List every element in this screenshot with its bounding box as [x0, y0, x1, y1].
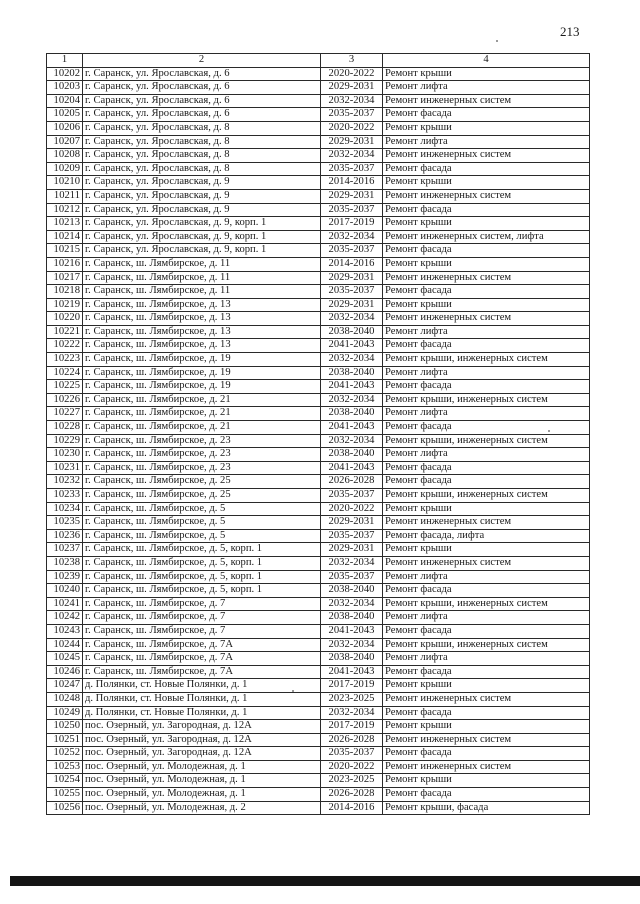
cell-work-type: Ремонт лифта — [383, 325, 590, 339]
cell-work-type: Ремонт крыши, инженерных систем — [383, 489, 590, 503]
cell-number: 10236 — [47, 529, 83, 543]
cell-work-type: Ремонт фасада — [383, 203, 590, 217]
cell-address: г. Саранск, ш. Лямбирское, д. 5, корп. 1 — [83, 556, 321, 570]
cell-number: 10240 — [47, 584, 83, 598]
cell-work-type: Ремонт фасада — [383, 380, 590, 394]
cell-work-type: Ремонт лифта — [383, 135, 590, 149]
cell-number: 10214 — [47, 230, 83, 244]
cell-address: г. Саранск, ш. Лямбирское, д. 23 — [83, 434, 321, 448]
table-row — [47, 652, 590, 666]
cell-period: 2038-2040 — [321, 325, 383, 339]
cell-work-type: Ремонт инженерных систем — [383, 733, 590, 747]
cell-period: 2032-2034 — [321, 638, 383, 652]
cell-number: 10252 — [47, 747, 83, 761]
table-row — [47, 108, 590, 122]
cell-period: 2041-2043 — [321, 624, 383, 638]
cell-address: г. Саранск, ш. Лямбирское, д. 5 — [83, 502, 321, 516]
cell-work-type: Ремонт крыши — [383, 217, 590, 231]
table-row — [47, 516, 590, 530]
table-row — [47, 461, 590, 475]
cell-number: 10247 — [47, 679, 83, 693]
cell-period: 2026-2028 — [321, 475, 383, 489]
cell-period: 2014-2016 — [321, 176, 383, 190]
cell-address: г. Саранск, ш. Лямбирское, д. 13 — [83, 312, 321, 326]
cell-number: 10246 — [47, 665, 83, 679]
cell-address: г. Саранск, ш. Лямбирское, д. 25 — [83, 489, 321, 503]
cell-number: 10204 — [47, 94, 83, 108]
cell-work-type: Ремонт лифта — [383, 81, 590, 95]
cell-address: пос. Озерный, ул. Молодежная, д. 2 — [83, 801, 321, 815]
cell-period: 2041-2043 — [321, 461, 383, 475]
table-row — [47, 135, 590, 149]
cell-period: 2041-2043 — [321, 339, 383, 353]
cell-number: 10226 — [47, 393, 83, 407]
table-row — [47, 475, 590, 489]
cell-address: г. Саранск, ш. Лямбирское, д. 13 — [83, 339, 321, 353]
cell-number: 10208 — [47, 149, 83, 163]
cell-address: г. Саранск, ш. Лямбирское, д. 5, корп. 1 — [83, 570, 321, 584]
table-row — [47, 624, 590, 638]
table-row — [47, 570, 590, 584]
cell-work-type: Ремонт инженерных систем — [383, 556, 590, 570]
cell-period: 2035-2037 — [321, 285, 383, 299]
cell-period: 2035-2037 — [321, 108, 383, 122]
cell-work-type: Ремонт лифта — [383, 652, 590, 666]
table-row — [47, 421, 590, 435]
page-number: 213 — [560, 24, 580, 39]
table-row — [47, 747, 590, 761]
cell-number: 10232 — [47, 475, 83, 489]
cell-period: 2038-2040 — [321, 611, 383, 625]
cell-work-type: Ремонт фасада — [383, 244, 590, 258]
cell-address: г. Саранск, ш. Лямбирское, д. 19 — [83, 353, 321, 367]
cell-period: 2032-2034 — [321, 706, 383, 720]
table-row — [47, 257, 590, 271]
cell-period: 2032-2034 — [321, 149, 383, 163]
cell-address: г. Саранск, ш. Лямбирское, д. 13 — [83, 325, 321, 339]
table-row — [47, 312, 590, 326]
cell-period: 2035-2037 — [321, 244, 383, 258]
cell-work-type: Ремонт инженерных систем — [383, 516, 590, 530]
cell-number: 10222 — [47, 339, 83, 353]
cell-address: г. Саранск, ул. Ярославская, д. 6 — [83, 108, 321, 122]
cell-period: 2026-2028 — [321, 733, 383, 747]
column-header-address: 2 — [83, 54, 321, 68]
cell-work-type: Ремонт крыши — [383, 121, 590, 135]
cell-period: 2032-2034 — [321, 556, 383, 570]
cell-address: г. Саранск, ш. Лямбирское, д. 19 — [83, 380, 321, 394]
cell-number: 10223 — [47, 353, 83, 367]
table-row — [47, 380, 590, 394]
cell-work-type: Ремонт фасада — [383, 108, 590, 122]
table-row — [47, 760, 590, 774]
table-row — [47, 665, 590, 679]
cell-address: пос. Озерный, ул. Молодежная, д. 1 — [83, 788, 321, 802]
cell-number: 10256 — [47, 801, 83, 815]
table-row — [47, 298, 590, 312]
cell-period: 2029-2031 — [321, 298, 383, 312]
cell-period: 2014-2016 — [321, 257, 383, 271]
cell-number: 10238 — [47, 556, 83, 570]
cell-period: 2032-2034 — [321, 312, 383, 326]
column-header-work-type: 4 — [383, 54, 590, 68]
cell-work-type: Ремонт крыши, инженерных систем — [383, 638, 590, 652]
table-row — [47, 176, 590, 190]
cell-number: 10225 — [47, 380, 83, 394]
cell-address: г. Саранск, ул. Ярославская, д. 9, корп. 1 — [83, 217, 321, 231]
cell-period: 2032-2034 — [321, 230, 383, 244]
table-row — [47, 407, 590, 421]
cell-number: 10205 — [47, 108, 83, 122]
cell-number: 10212 — [47, 203, 83, 217]
table-row — [47, 733, 590, 747]
cell-period: 2026-2028 — [321, 788, 383, 802]
table-row — [47, 325, 590, 339]
table-row — [47, 489, 590, 503]
cell-period: 2020-2022 — [321, 760, 383, 774]
cell-work-type: Ремонт фасада — [383, 665, 590, 679]
table-row — [47, 162, 590, 176]
cell-work-type: Ремонт инженерных систем — [383, 149, 590, 163]
cell-period: 2029-2031 — [321, 516, 383, 530]
cell-period: 2038-2040 — [321, 407, 383, 421]
cell-work-type: Ремонт инженерных систем — [383, 312, 590, 326]
cell-period: 2017-2019 — [321, 679, 383, 693]
cell-work-type: Ремонт крыши — [383, 720, 590, 734]
cell-period: 2035-2037 — [321, 203, 383, 217]
cell-period: 2029-2031 — [321, 189, 383, 203]
scan-speck — [548, 430, 550, 432]
cell-work-type: Ремонт крыши — [383, 679, 590, 693]
cell-address: г. Саранск, ул. Ярославская, д. 6 — [83, 67, 321, 81]
cell-work-type: Ремонт фасада, лифта — [383, 529, 590, 543]
cell-number: 10244 — [47, 638, 83, 652]
table-row — [47, 597, 590, 611]
cell-number: 10250 — [47, 720, 83, 734]
cell-address: г. Саранск, ул. Ярославская, д. 9 — [83, 189, 321, 203]
cell-number: 10242 — [47, 611, 83, 625]
cell-address: г. Саранск, ул. Ярославская, д. 9 — [83, 203, 321, 217]
cell-number: 10228 — [47, 421, 83, 435]
table-row — [47, 393, 590, 407]
cell-period: 2035-2037 — [321, 529, 383, 543]
cell-period: 2038-2040 — [321, 448, 383, 462]
cell-number: 10206 — [47, 121, 83, 135]
cell-address: г. Саранск, ш. Лямбирское, д. 13 — [83, 298, 321, 312]
cell-address: д. Полянки, ст. Новые Полянки, д. 1 — [83, 692, 321, 706]
cell-work-type: Ремонт инженерных систем — [383, 94, 590, 108]
cell-number: 10255 — [47, 788, 83, 802]
cell-number: 10245 — [47, 652, 83, 666]
table-row — [47, 67, 590, 81]
cell-work-type: Ремонт инженерных систем — [383, 692, 590, 706]
cell-work-type: Ремонт инженерных систем — [383, 271, 590, 285]
cell-work-type: Ремонт инженерных систем, лифта — [383, 230, 590, 244]
table-row — [47, 502, 590, 516]
cell-work-type: Ремонт фасада — [383, 584, 590, 598]
cell-number: 10203 — [47, 81, 83, 95]
cell-number: 10248 — [47, 692, 83, 706]
cell-address: г. Саранск, ул. Ярославская, д. 8 — [83, 162, 321, 176]
table-row — [47, 720, 590, 734]
table-row — [47, 230, 590, 244]
cell-period: 2020-2022 — [321, 502, 383, 516]
cell-number: 10239 — [47, 570, 83, 584]
table-row — [47, 81, 590, 95]
cell-number: 10237 — [47, 543, 83, 557]
column-header-period: 3 — [321, 54, 383, 68]
cell-period: 2035-2037 — [321, 570, 383, 584]
cell-period: 2014-2016 — [321, 801, 383, 815]
cell-number: 10230 — [47, 448, 83, 462]
cell-period: 2032-2034 — [321, 434, 383, 448]
cell-period: 2032-2034 — [321, 353, 383, 367]
cell-work-type: Ремонт фасада — [383, 339, 590, 353]
cell-number: 10231 — [47, 461, 83, 475]
cell-address: г. Саранск, ул. Ярославская, д. 6 — [83, 81, 321, 95]
cell-period: 2032-2034 — [321, 393, 383, 407]
cell-period: 2041-2043 — [321, 421, 383, 435]
table-row — [47, 189, 590, 203]
table-row — [47, 285, 590, 299]
cell-address: г. Саранск, ш. Лямбирское, д. 25 — [83, 475, 321, 489]
cell-work-type: Ремонт крыши — [383, 298, 590, 312]
cell-number: 10213 — [47, 217, 83, 231]
cell-number: 10254 — [47, 774, 83, 788]
cell-number: 10216 — [47, 257, 83, 271]
cell-work-type: Ремонт инженерных систем — [383, 760, 590, 774]
table-row — [47, 366, 590, 380]
table-row — [47, 217, 590, 231]
cell-work-type: Ремонт крыши — [383, 502, 590, 516]
cell-number: 10217 — [47, 271, 83, 285]
cell-address: пос. Озерный, ул. Загородная, д. 12А — [83, 720, 321, 734]
cell-work-type: Ремонт инженерных систем — [383, 189, 590, 203]
cell-address: г. Саранск, ул. Ярославская, д. 9, корп. 1 — [83, 244, 321, 258]
cell-number: 10253 — [47, 760, 83, 774]
cell-work-type: Ремонт лифта — [383, 570, 590, 584]
cell-address: пос. Озерный, ул. Загородная, д. 12А — [83, 733, 321, 747]
cell-period: 2038-2040 — [321, 366, 383, 380]
table-row — [47, 774, 590, 788]
cell-address: г. Саранск, ш. Лямбирское, д. 23 — [83, 448, 321, 462]
table-row — [47, 611, 590, 625]
cell-work-type: Ремонт фасада — [383, 624, 590, 638]
cell-number: 10235 — [47, 516, 83, 530]
cell-address: пос. Озерный, ул. Молодежная, д. 1 — [83, 774, 321, 788]
cell-number: 10251 — [47, 733, 83, 747]
cell-address: г. Саранск, ш. Лямбирское, д. 19 — [83, 366, 321, 380]
table-row — [47, 679, 590, 693]
cell-number: 10209 — [47, 162, 83, 176]
cell-period: 2041-2043 — [321, 380, 383, 394]
cell-work-type: Ремонт фасада — [383, 788, 590, 802]
cell-period: 2035-2037 — [321, 747, 383, 761]
cell-work-type: Ремонт крыши — [383, 774, 590, 788]
cell-address: г. Саранск, ш. Лямбирское, д. 11 — [83, 271, 321, 285]
cell-work-type: Ремонт лифта — [383, 366, 590, 380]
cell-period: 2038-2040 — [321, 652, 383, 666]
cell-address: д. Полянки, ст. Новые Полянки, д. 1 — [83, 706, 321, 720]
cell-work-type: Ремонт крыши, инженерных систем — [383, 597, 590, 611]
cell-address: г. Саранск, ш. Лямбирское, д. 5, корп. 1 — [83, 543, 321, 557]
table-row — [47, 94, 590, 108]
column-header-number: 1 — [47, 54, 83, 68]
table-row — [47, 706, 590, 720]
cell-address: г. Саранск, ш. Лямбирское, д. 11 — [83, 257, 321, 271]
cell-period: 2020-2022 — [321, 67, 383, 81]
cell-period: 2029-2031 — [321, 135, 383, 149]
cell-period: 2032-2034 — [321, 94, 383, 108]
cell-period: 2035-2037 — [321, 489, 383, 503]
cell-address: г. Саранск, ш. Лямбирское, д. 11 — [83, 285, 321, 299]
cell-period: 2017-2019 — [321, 217, 383, 231]
table-row — [47, 271, 590, 285]
table-row — [47, 692, 590, 706]
cell-work-type: Ремонт крыши, инженерных систем — [383, 434, 590, 448]
cell-number: 10211 — [47, 189, 83, 203]
cell-address: г. Саранск, ш. Лямбирское, д. 7А — [83, 665, 321, 679]
scan-speck — [496, 40, 498, 42]
cell-period: 2017-2019 — [321, 720, 383, 734]
cell-work-type: Ремонт крыши — [383, 176, 590, 190]
cell-number: 10234 — [47, 502, 83, 516]
cell-number: 10215 — [47, 244, 83, 258]
cell-address: г. Саранск, ш. Лямбирское, д. 5 — [83, 529, 321, 543]
cell-address: г. Саранск, ш. Лямбирское, д. 7А — [83, 652, 321, 666]
cell-number: 10219 — [47, 298, 83, 312]
cell-work-type: Ремонт фасада — [383, 421, 590, 435]
scan-speck — [292, 690, 294, 692]
table-row — [47, 584, 590, 598]
cell-address: г. Саранск, ш. Лямбирское, д. 7А — [83, 638, 321, 652]
cell-address: пос. Озерный, ул. Загородная, д. 12А — [83, 747, 321, 761]
cell-address: д. Полянки, ст. Новые Полянки, д. 1 — [83, 679, 321, 693]
cell-address: г. Саранск, ш. Лямбирское, д. 23 — [83, 461, 321, 475]
cell-work-type: Ремонт лифта — [383, 448, 590, 462]
cell-period: 2032-2034 — [321, 597, 383, 611]
cell-number: 10243 — [47, 624, 83, 638]
cell-number: 10210 — [47, 176, 83, 190]
cell-work-type: Ремонт крыши — [383, 543, 590, 557]
cell-address: г. Саранск, ш. Лямбирское, д. 5 — [83, 516, 321, 530]
table-row — [47, 149, 590, 163]
cell-period: 2038-2040 — [321, 584, 383, 598]
table-row — [47, 353, 590, 367]
cell-work-type: Ремонт крыши — [383, 67, 590, 81]
cell-address: г. Саранск, ш. Лямбирское, д. 7 — [83, 597, 321, 611]
cell-number: 10227 — [47, 407, 83, 421]
cell-address: г. Саранск, ш. Лямбирское, д. 21 — [83, 393, 321, 407]
cell-number: 10233 — [47, 489, 83, 503]
cell-address: г. Саранск, ул. Ярославская, д. 8 — [83, 121, 321, 135]
cell-number: 10249 — [47, 706, 83, 720]
cell-period: 2029-2031 — [321, 543, 383, 557]
cell-work-type: Ремонт фасада — [383, 747, 590, 761]
table-row — [47, 788, 590, 802]
table-header-row — [47, 54, 590, 68]
cell-address: г. Саранск, ул. Ярославская, д. 6 — [83, 94, 321, 108]
cell-address: г. Саранск, ул. Ярославская, д. 8 — [83, 135, 321, 149]
cell-address: г. Саранск, ш. Лямбирское, д. 21 — [83, 407, 321, 421]
cell-work-type: Ремонт крыши, фасада — [383, 801, 590, 815]
cell-number: 10221 — [47, 325, 83, 339]
table-row — [47, 529, 590, 543]
cell-number: 10241 — [47, 597, 83, 611]
cell-work-type: Ремонт фасада — [383, 475, 590, 489]
cell-period: 2035-2037 — [321, 162, 383, 176]
cell-address: г. Саранск, ш. Лямбирское, д. 5, корп. 1 — [83, 584, 321, 598]
cell-work-type: Ремонт лифта — [383, 611, 590, 625]
table-row — [47, 448, 590, 462]
cell-number: 10229 — [47, 434, 83, 448]
cell-work-type: Ремонт фасада — [383, 461, 590, 475]
cell-address: г. Саранск, ш. Лямбирское, д. 7 — [83, 611, 321, 625]
cell-work-type: Ремонт фасада — [383, 706, 590, 720]
table-row — [47, 556, 590, 570]
table-row — [47, 638, 590, 652]
cell-work-type: Ремонт фасада — [383, 285, 590, 299]
cell-work-type: Ремонт лифта — [383, 407, 590, 421]
table-row — [47, 121, 590, 135]
scan-edge-bar — [10, 876, 640, 886]
cell-address: г. Саранск, ул. Ярославская, д. 9, корп. 1 — [83, 230, 321, 244]
cell-work-type: Ремонт крыши — [383, 257, 590, 271]
work-schedule-table — [46, 53, 590, 815]
cell-number: 10220 — [47, 312, 83, 326]
table-row — [47, 434, 590, 448]
table-row — [47, 339, 590, 353]
cell-work-type: Ремонт крыши, инженерных систем — [383, 393, 590, 407]
cell-address: г. Саранск, ул. Ярославская, д. 9 — [83, 176, 321, 190]
cell-period: 2023-2025 — [321, 692, 383, 706]
cell-address: пос. Озерный, ул. Молодежная, д. 1 — [83, 760, 321, 774]
cell-period: 2023-2025 — [321, 774, 383, 788]
cell-period: 2029-2031 — [321, 81, 383, 95]
table-body — [47, 67, 590, 815]
table-row — [47, 543, 590, 557]
cell-number: 10207 — [47, 135, 83, 149]
cell-period: 2029-2031 — [321, 271, 383, 285]
cell-work-type: Ремонт фасада — [383, 162, 590, 176]
cell-address: г. Саранск, ш. Лямбирское, д. 7 — [83, 624, 321, 638]
cell-address: г. Саранск, ул. Ярославская, д. 8 — [83, 149, 321, 163]
cell-number: 10218 — [47, 285, 83, 299]
cell-period: 2041-2043 — [321, 665, 383, 679]
cell-number: 10224 — [47, 366, 83, 380]
cell-address: г. Саранск, ш. Лямбирское, д. 21 — [83, 421, 321, 435]
cell-work-type: Ремонт крыши, инженерных систем — [383, 353, 590, 367]
table-row — [47, 244, 590, 258]
cell-number: 10202 — [47, 67, 83, 81]
table-row — [47, 801, 590, 815]
table-row — [47, 203, 590, 217]
cell-period: 2020-2022 — [321, 121, 383, 135]
